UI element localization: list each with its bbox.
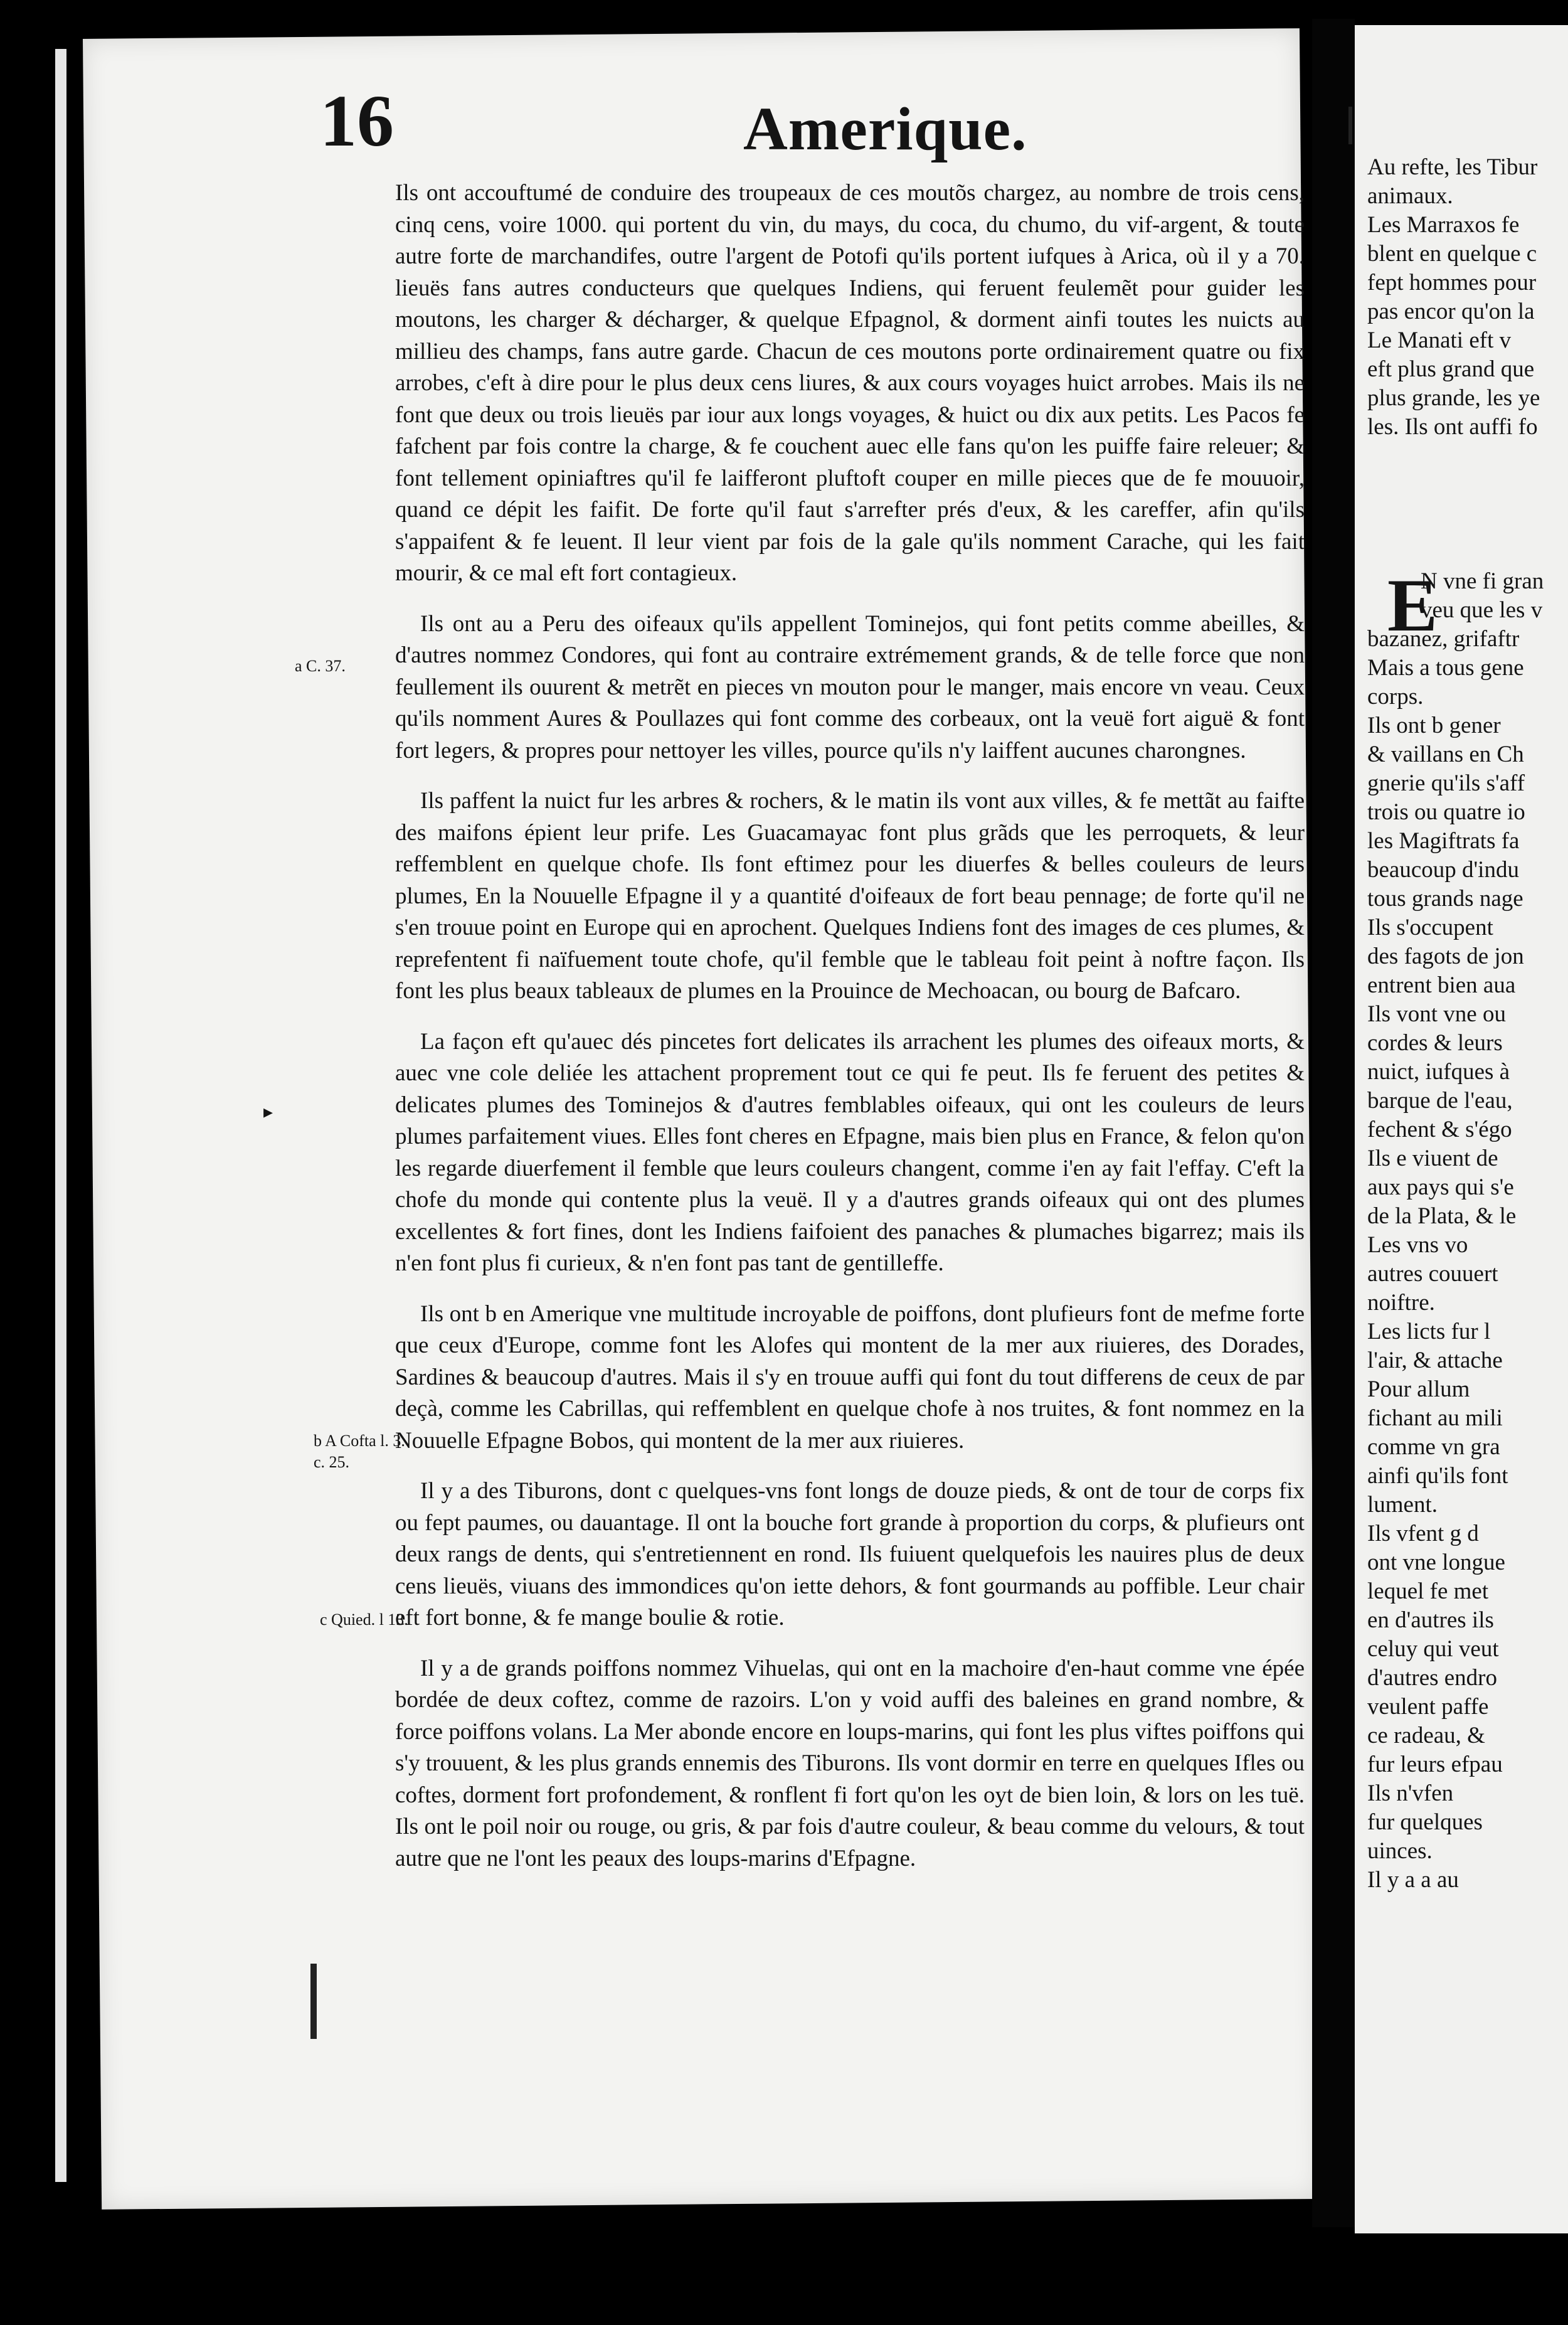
right-line: Les vns vo [1367,1232,1468,1258]
right-line: en d'autres ils [1367,1607,1494,1633]
right-line: lument. [1367,1492,1438,1518]
margin-note: a C. 37. [295,657,346,675]
right-line: Ils n'vfen [1367,1780,1454,1806]
drop-cap: E [1387,563,1438,647]
right-line: de la Plata, & le [1367,1203,1517,1229]
right-line: Les licts fur l [1367,1319,1491,1344]
right-line: aux pays qui s'e [1367,1174,1514,1200]
right-line: noiftre. [1367,1290,1435,1316]
right-line: fechent & s'égo [1367,1117,1512,1142]
right-line: Les Marraxos fe [1367,212,1520,238]
right-line: pas encor qu'on la [1367,299,1535,324]
right-line: Il y a a au [1367,1867,1459,1893]
running-head: Amerique. [743,95,1027,163]
right-line: entrent bien aua [1367,972,1516,998]
right-line: nuict, iufques à [1367,1059,1510,1085]
right-line: cordes & leurs [1367,1030,1503,1056]
page-number: 16 [320,80,394,162]
right-line: ainfi qu'ils font [1367,1463,1508,1489]
paragraph: Il y a des Tiburons, dont c quelques-vns font longs de douze pieds, & ont de tour de corps fix ou fept paumes, ou dauantage. Il ont la bouche fort grande à proportion du corps, & plufieurs ont deux rangs de dents, qui s'entretiennent en rond. Ils fuiuent quelquefois les nauires plus de deux cens lieuës, viuans des immondices qu'on iette dehors, & font gourmands au poffible. Leur chair eft fort bonne, & fe mange boulie & rotie. [395,1478,1305,1631]
ink-mark [310,1964,317,2039]
right-line: fichant au mili [1367,1405,1503,1431]
right-line: Le Manati eft v [1367,327,1512,353]
right-line: Ils vont vne ou [1367,1001,1506,1027]
right-line: ont vne longue [1367,1550,1505,1575]
margin-note: c Quied. l 13. [320,1610,408,1629]
right-line: veulent paffe [1367,1694,1489,1720]
right-line: lequel fe met [1367,1578,1489,1604]
right-line: Ils e viuent de [1367,1146,1498,1171]
right-line: beaucoup d'indu [1367,857,1519,883]
right-line: uinces. [1367,1838,1433,1864]
margin-note: b A Cofta l. 3. c. 25. [314,1432,405,1471]
right-line: N vne fi gran [1421,568,1544,594]
right-line: bazanez, grifaftr [1367,626,1520,652]
right-line: ce radeau, & [1367,1723,1485,1748]
right-page [1355,25,1568,2233]
right-line: trois ou quatre io [1367,799,1525,825]
right-line: fept hommes pour [1367,270,1537,295]
right-line: Ils vfent g d [1367,1521,1479,1546]
paragraph: Ils ont accouftumé de conduire des troupeaux de ces moutõs chargez, au nombre de trois cens, cinq cens, voire 1000. qui portent du vin, du mays, du coca, du chumo, du vif-argent, & toute autre forte de marchandifes, outre l'argent de Potofi qu'ils portent iufques à Arica, où il y a 70. lieuës fans autres conducteurs que quelques Indiens, qui feruent feulemẽt pour guider les moutons, les charger & décharger, & quelque Efpagnol, & dorment ainfi toutes les nuicts au millieu des champs, fans autre garde. Chacun de ces moutons porte ordinairement quatre ou fix arrobes, c'eft à dire pour le plus deux cens liures, & aux cours voyages huict arrobes. Mais ils ne font que deux ou trois lieuës par iour aux longs voyages, & huict ou dix aux petits. Les Pacos fe fafchent par fois contre la charge, & fe couchent auec elle fans qu'on les puiffe faire releuer; & font tellement opiniaftres qu'il fe laifferont pluftoft couper en mille pieces que de fe mouuoir, quand ce dépit les faifit. De forte qu'il faut s'arrefter prés d'eux, & les careffer, afin qu'ils s'appaifent & fe leuent. Il leur vient par fois de la gale qu'ils nomment Carache, qui les fait mourir, & ce mal eft fort contagieux. [395,180,1305,586]
right-line: l'air, & attache [1367,1348,1503,1373]
right-line: Mais a tous gene [1367,655,1524,681]
right-line: & vaillans en Ch [1367,742,1524,767]
right-line: animaux. [1367,183,1453,209]
pointer-mark: ▸ [263,1102,273,1122]
right-line: corps. [1367,684,1424,710]
right-line: veu que les v [1421,597,1543,623]
right-line: plus grande, les ye [1367,385,1540,411]
right-line: comme vn gra [1367,1434,1500,1460]
right-line: eft plus grand que [1367,356,1535,382]
right-line: Ils s'occupent [1367,915,1493,940]
right-line: fur leurs efpau [1367,1752,1503,1777]
right-line: les. Ils ont auffi fo [1367,414,1538,440]
paragraph: Ils paffent la nuict fur les arbres & rochers, & le matin ils vont aux villes, & fe mettãt au faifte des maifons épient leur prife. Les Guacamayac font plus grãds que les perroquets, & leur reffemblent en quelque chofe. Ils font eftimez pour les diuerfes & belles couleurs de leurs plumes, En la Nouuelle Efpagne il y a quantité d'oifeaux de fort beau pennage; de forte qu'il ne s'en trouue point en Europe qui en aprochent. Quelques Indiens font des images de ces plumes, & reprefentent fi naïfuement toute chofe, qu'il femble que le tableau foit peint à noftre façon. Ils font les plus beaux tableaux de plumes en la Prouince de Mechoacan, ou bourg de Bafcaro. [395,788,1305,1004]
paragraph: Il y a de grands poiffons nommez Vihuelas, qui ont en la machoire d'en-haut comme vne épée bordée de deux coftez, comme de razoirs. L'on y void auffi des baleines en grand nombre, & force poiffons volans. La Mer abonde encore en loups-marins, qui font les plus viftes poiffons qui s'y trouuent, & les plus grands ennemis des Tiburons. Ils vont dormir en terre en quelques Ifles ou coftes, dorment fort profondement, & ronflent fi fort qu'on les oyt de bien loin, & lors on les tuë. Ils ont le poil noir ou rouge, ou gris, & par fois d'autre couleur, & beau comme du velours, & tout autre que ne l'ont les peaux des loups-marins d'Efpagne. [395,1655,1305,1871]
right-line: fur quelques [1367,1809,1483,1835]
right-line: Au refte, les Tibur [1367,154,1538,180]
right-line: des fagots de jon [1367,944,1524,969]
right-line: gnerie qu'ils s'aff [1367,770,1525,796]
right-line: d'autres endro [1367,1665,1498,1691]
ink-mark [1348,107,1352,144]
gutter [1312,19,1355,2227]
paragraph: Ils ont au a Peru des oifeaux qu'ils appellent Tominejos, qui font petits comme abeilles, & d'autres nommez Condores, qui font au contraire extrémement grands, & de telle force que non feullement ils ouurent & metrẽt en pieces vn mouton pour le manger, mais encore vn veau. Ceux qu'ils nomment Aures & Poullazes qui font comme des corbeaux, ont la veuë fort aiguë & font fort legers, & propres pour nettoyer les villes, pource qu'ils n'y laiffent aucunes charongnes. [395,610,1305,763]
binding-edge [55,49,66,2182]
right-line: barque de l'eau, [1367,1088,1513,1114]
body-text [395,178,1305,1893]
paragraph: La façon eft qu'auec dés pincetes fort delicates ils arrachent les plumes des oifeaux morts, & auec vne cole deliée les attachent proprement tout ce qui fe peut. Ils fe feruent des petites & delicates plumes des Tominejos & d'autres femblables oifeaux, qui ont les couleurs de leurs plumes parfaitement viues. Elles font cheres en Efpagne, mais bien plus en France, & felon qu'on les regarde diuerfement il femble que leurs couleurs changent, comme i'en ay fait l'effay. C'eft la chofe du monde qui contente plus la veuë. Il y a d'autres grands oifeaux qui ont des plumes excellentes & fort fines, dont les Indiens faifoient des panaches & plumaches bigarrez; mais ils n'en font plus fi curieux, & n'en font pas tant de gentilleffe. [395,1028,1305,1276]
right-line: Ils ont b gener [1367,713,1501,738]
right-line: blent en quelque c [1367,241,1537,267]
right-line: les Magiftrats fa [1367,828,1520,854]
right-line: celuy qui veut [1367,1636,1499,1662]
right-line: Pour allum [1367,1376,1470,1402]
right-line: tous grands nage [1367,886,1523,912]
right-line: autres couuert [1367,1261,1498,1287]
paragraph: Ils ont b en Amerique vne multitude incroyable de poiffons, dont plufieurs font de mefme forte que ceux d'Europe, comme font les Alofes qui montent de la mer aux riuieres, des Dorades, Sardines & beaucoup d'autres. Mais il s'y en trouue auffi qui font du tout differens de ceux de par deçà, comme les Cabrillas, qui reffemblent en quelque chofe à nos truites, & font nommez en la Nouuelle Efpagne Bobos, qui montent de la mer aux riuieres. [395,1301,1305,1454]
